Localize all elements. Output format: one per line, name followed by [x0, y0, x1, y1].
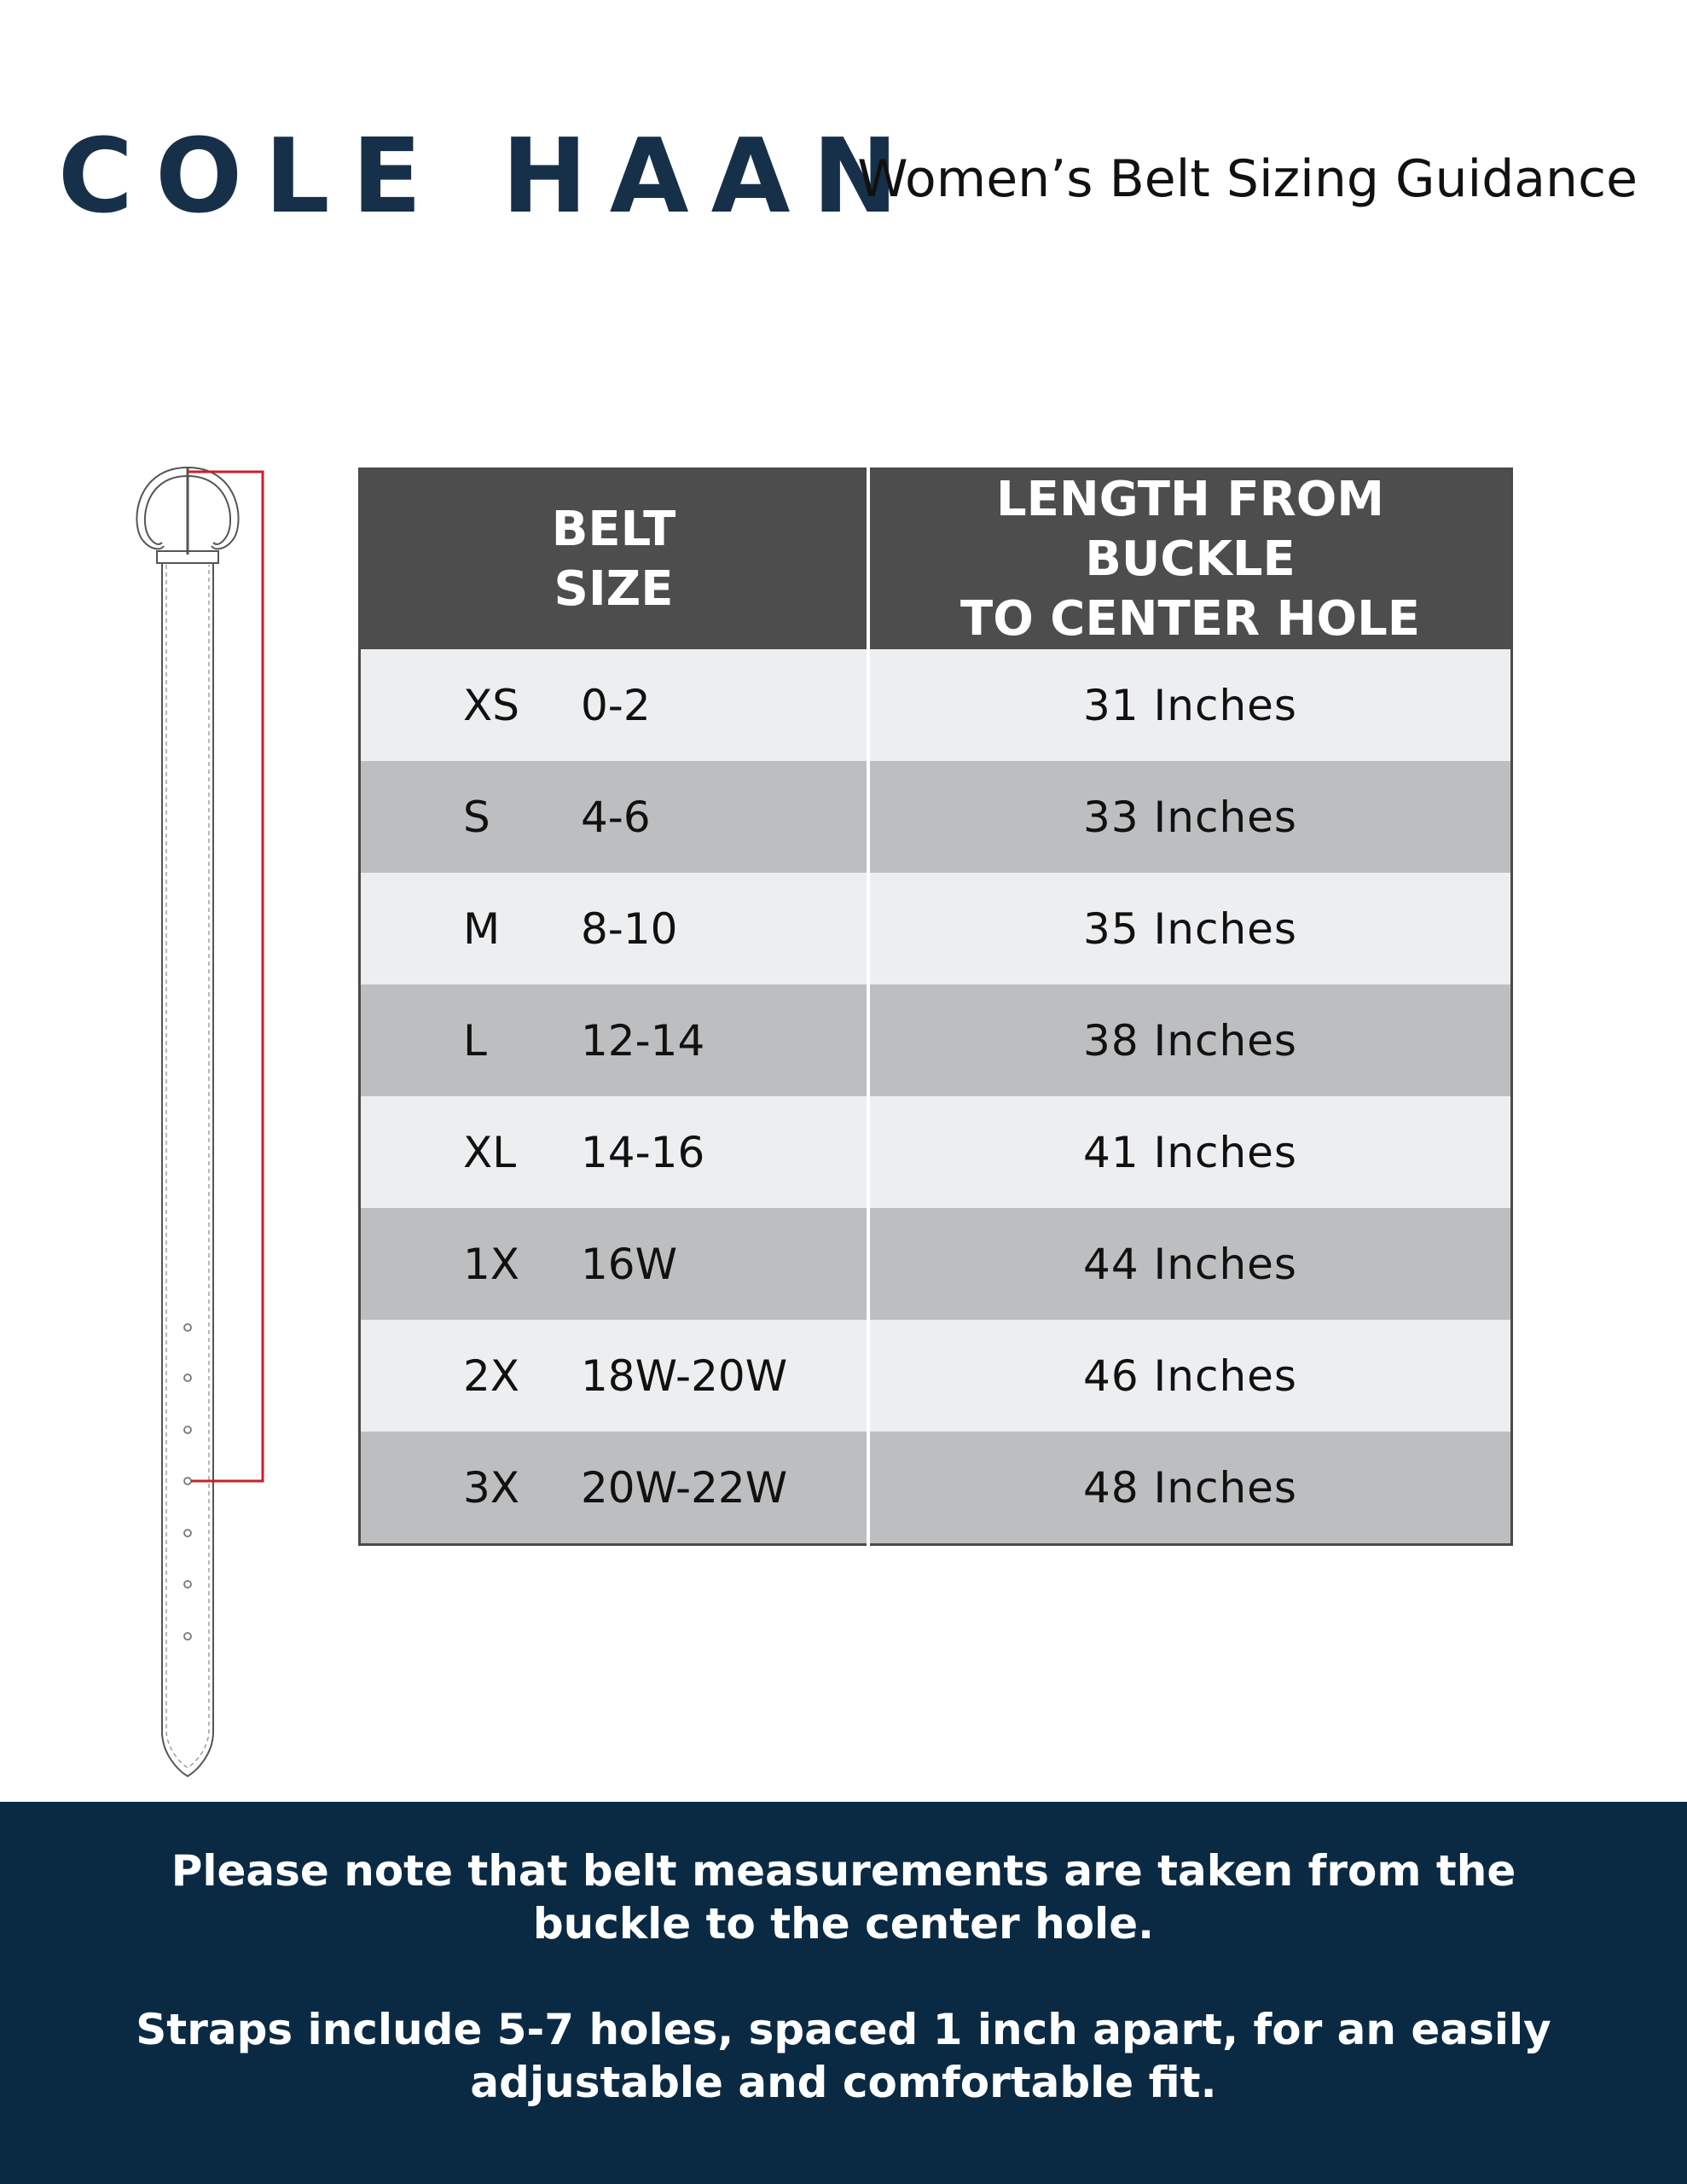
size-label: M: [463, 903, 501, 954]
table-row: [360, 1096, 1512, 1208]
size-range: 12-14: [581, 1015, 705, 1066]
footer-note-panel: [0, 1802, 1687, 2184]
belt-illustration: [128, 452, 281, 1783]
length-cell: 41 Inches: [868, 1096, 1512, 1208]
header-belt-size: BELT SIZE: [360, 469, 869, 650]
size-label: XS: [463, 680, 519, 730]
table-row: [360, 1432, 1512, 1545]
belt-size-table: [358, 468, 1513, 1546]
table-row: [360, 873, 1512, 985]
page-title: Women’s Belt Sizing Guidance: [857, 149, 1638, 209]
table-row: [360, 761, 1512, 873]
table-row: [360, 1320, 1512, 1432]
header-length: LENGTH FROM BUCKLE TO CENTER HOLE: [868, 469, 1512, 650]
table-header-row: [360, 469, 1512, 650]
size-label: 2X: [463, 1350, 520, 1401]
size-range: 16W: [581, 1239, 678, 1289]
size-range: 20W-22W: [581, 1462, 788, 1513]
size-label: 3X: [463, 1462, 520, 1513]
size-cell: [360, 1432, 869, 1545]
length-cell: 33 Inches: [868, 761, 1512, 873]
size-range: 14-16: [581, 1127, 705, 1177]
size-range: 18W-20W: [581, 1350, 788, 1401]
size-range: 0-2: [581, 680, 651, 730]
size-cell: [360, 873, 869, 985]
straps-note: Straps include 5-7 holes, spaced 1 inch apart, for an easily adjustable and comfortable fit.: [136, 2005, 1551, 2107]
size-range: 8-10: [581, 903, 678, 954]
table-row: [360, 1208, 1512, 1320]
measurement-note: Please note that belt measurements are taken from the buckle to the center hole.: [171, 1846, 1516, 1949]
brand-logo: COLE HAAN: [58, 118, 920, 236]
size-range: 4-6: [581, 792, 651, 842]
table-row: [360, 985, 1512, 1096]
length-cell: 38 Inches: [868, 985, 1512, 1096]
size-cell: [360, 761, 869, 873]
size-cell: [360, 1096, 869, 1208]
length-cell: 46 Inches: [868, 1320, 1512, 1432]
size-cell: [360, 985, 869, 1096]
size-label: S: [463, 792, 490, 842]
length-cell: 35 Inches: [868, 873, 1512, 985]
length-cell: 48 Inches: [868, 1432, 1512, 1545]
size-label: L: [463, 1015, 487, 1066]
size-cell: [360, 1320, 869, 1432]
size-label: XL: [463, 1127, 517, 1177]
size-cell: [360, 649, 869, 761]
table-row: [360, 649, 1512, 761]
size-cell: [360, 1208, 869, 1320]
size-label: 1X: [463, 1239, 520, 1289]
length-cell: 31 Inches: [868, 649, 1512, 761]
length-cell: 44 Inches: [868, 1208, 1512, 1320]
